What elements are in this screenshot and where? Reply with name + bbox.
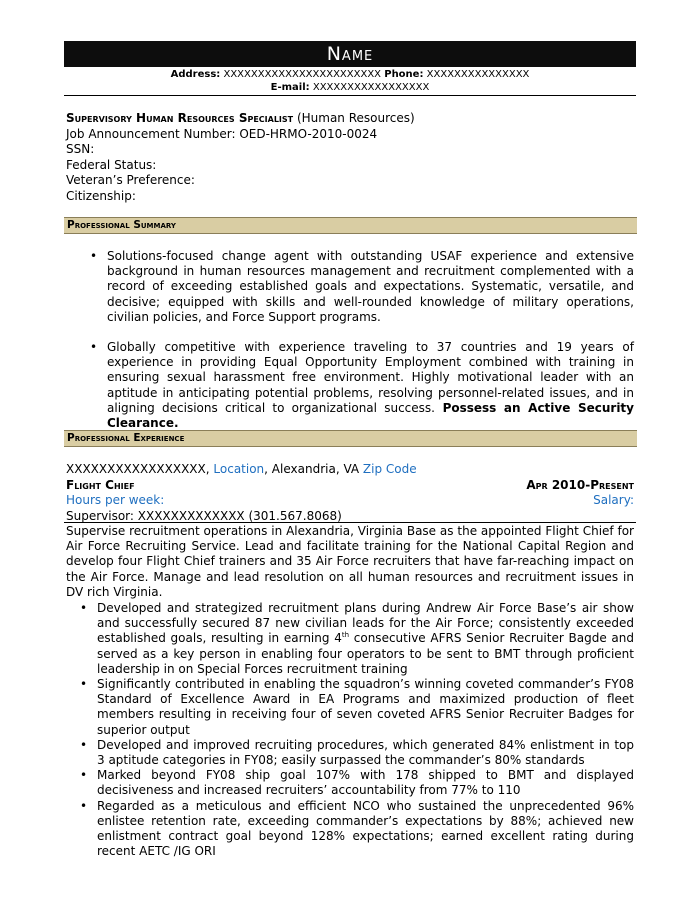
achievement-2: Significantly contributed in enabling the squadron’s winning coveted commander’s FY08 Standard of Excellence Award in EA Programs and maximized production of fleet members resulting in receiving four of seven coveted AFRS Senior Recruiter Badges for superior output xyxy=(97,677,634,737)
bullet-icon: • xyxy=(80,601,88,615)
ssn-field: SSN: xyxy=(66,142,95,156)
section-heading-summary: Professional Summary xyxy=(64,217,637,234)
achievement-1a: Developed and strategized recruitment plans during Andrew Air Force Base’s air show and successfully secured 87 new civilian leads for the Air Force; consistently exceeded established goals, resulting in earning 4 xyxy=(97,601,634,646)
list-item xyxy=(80,798,634,860)
address-label: Address: xyxy=(170,69,221,80)
zip-code-field: Zip Code xyxy=(362,462,417,476)
email-label: E-mail: xyxy=(270,82,310,93)
achievement-1b: consecutive AFRS Senior Recruiter Bagde and served as a key person in enabling four operators to be sent to BMT through proficient leadership in on Special Forces recruitment training xyxy=(97,631,635,676)
position-title-line xyxy=(66,111,636,127)
city-state: , Alexandria, VA xyxy=(264,462,360,476)
email-value: XXXXXXXXXXXXXXXXX xyxy=(312,82,430,93)
bullet-icon: • xyxy=(90,249,98,263)
phone-value: XXXXXXXXXXXXXXX xyxy=(426,69,530,80)
list-item xyxy=(80,677,634,738)
achievement-5: Regarded as a meticulous and efficient NCO who sustained the unprecedented 96% enlistee retention rate, exceeding commander’s expectations by 88%; achieved new enlistment contract goal beyond 128% expectations; earned excellent rating during recent AETC /IG ORI xyxy=(97,798,634,859)
position-title: Supervisory Human Resources Specialist xyxy=(66,111,294,125)
achievement-4: Marked beyond FY08 ship goal 107% with 178 shipped to BMT and displayed decisiveness and increased recruiters’ accountability from 77% to 110 xyxy=(97,768,634,798)
list-item xyxy=(80,737,634,768)
phone-label: Phone: xyxy=(384,69,424,80)
header-divider xyxy=(64,95,636,96)
summary-bullet-2: Globally competitive with experience traveling to 37 countries and 19 years of experience in providing Equal Opportunity Employment combined with training in ensuring sexual harassment free environment. Highly motivational leader with an aptitude in anticipating potential problems, resolving personnel-related issues, and in aligning decisions critical to organizational success. xyxy=(107,340,634,415)
job-divider xyxy=(64,522,636,523)
employer-name: XXXXXXXXXXXXXXXXX, xyxy=(66,462,210,476)
contact-line-2 xyxy=(64,81,636,94)
position-info xyxy=(66,111,636,204)
bullet-icon: • xyxy=(80,768,88,783)
bullet-icon: • xyxy=(90,340,98,355)
summary-bullet-1: Solutions-focused change agent with outstanding USAF experience and extensive background in human resources management and recruitment complemented with a record of exceeding established goals and expectations. Systematic, versatile, and decisive; equipped with skills and well-rounded knowledge of military operations, civilian policies, and Force Support programs. xyxy=(107,249,634,324)
name-banner xyxy=(64,41,636,67)
section-heading-experience: Professional Experience xyxy=(64,430,637,447)
resume-name: Name xyxy=(326,43,374,65)
location-field: Location xyxy=(213,462,265,476)
job-dates: Apr 2010-Present xyxy=(526,477,634,492)
hours-salary-line xyxy=(66,493,634,509)
achievement-1-sup: th xyxy=(341,631,350,640)
veterans-preference-field: Veteran’s Preference: xyxy=(66,173,195,187)
employer-line xyxy=(66,462,634,478)
bullet-icon: • xyxy=(80,737,88,752)
achievement-3: Developed and improved recruiting procedures, which generated 84% enlistment in top 3 aptitude categories in FY08; easily surpassed the commander’s 80% standards xyxy=(97,737,634,768)
security-clearance: Possess an Active Security Clearance. xyxy=(107,400,634,431)
summary-list xyxy=(90,249,634,431)
address-value: XXXXXXXXXXXXXXXXXXXXXXX xyxy=(223,69,382,80)
job-header xyxy=(66,462,634,524)
list-item xyxy=(80,601,635,677)
contact-line-1 xyxy=(64,68,636,81)
list-item xyxy=(90,340,634,431)
hours-per-week: Hours per week: xyxy=(66,493,165,507)
list-item xyxy=(80,768,634,798)
bullet-icon: • xyxy=(80,798,88,813)
salary-field: Salary: xyxy=(593,493,634,507)
achievements-list xyxy=(80,601,635,859)
list-item xyxy=(90,249,634,325)
job-description: Supervise recruitment operations in Alexandria, Virginia Base as the appointed Flight Chief for Air Force Recruiting Service. Lead and facilitate training for the National Capital Region and develop four Flight Chief trainers and 35 Air Force recruiters that have far-reaching impact on the Air Force. Manage and lead resolution on all human resources and recruitment issues in DV rich Virginia. xyxy=(66,524,634,599)
federal-status-field: Federal Status: xyxy=(66,157,157,172)
job-title: Flight Chief xyxy=(66,477,135,492)
job-announcement: Job Announcement Number: OED-HRMO-2010-0024 xyxy=(66,126,378,141)
position-title-suffix: (Human Resources) xyxy=(293,111,415,125)
supervisor: Supervisor: XXXXXXXXXXXXX (301.567.8068) xyxy=(66,508,342,523)
job-title-line xyxy=(66,478,634,494)
citizenship-field: Citizenship: xyxy=(66,188,136,203)
bullet-icon: • xyxy=(80,677,88,692)
